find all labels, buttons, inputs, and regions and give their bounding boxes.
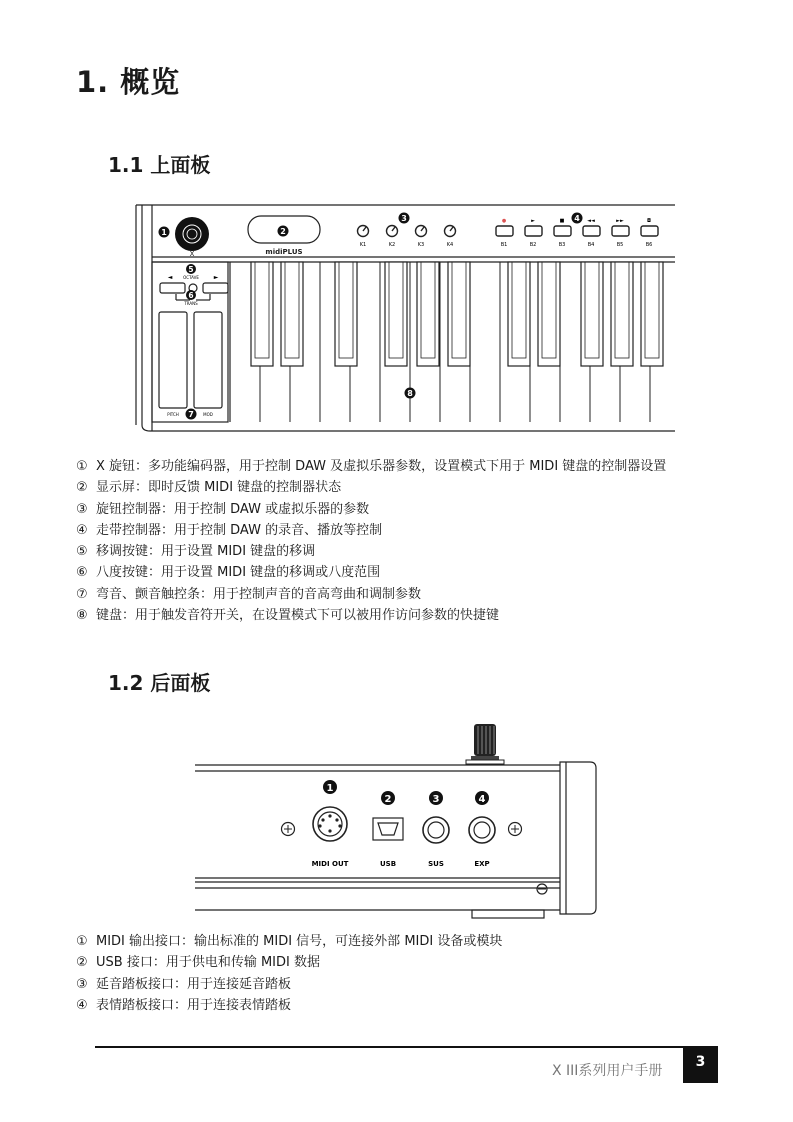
list-item: ⑥ 八度按键：用于设置 MIDI 键盘的移调或八度范围	[76, 565, 381, 581]
button-label-b4: B4	[587, 242, 595, 248]
knob-label-k2: K2	[388, 242, 396, 248]
octave-left-arrow: ◄	[167, 274, 173, 281]
top-callout-4: 4	[574, 214, 580, 223]
rear-callout-2: 2	[384, 794, 392, 805]
list-item: ④ 表情踏板接口：用于连接表情踏板	[76, 997, 292, 1013]
top-panel-descriptions	[76, 456, 666, 626]
list-item: ② USB 接口：用于供电和传输 MIDI 数据	[76, 955, 320, 971]
button-label-b6: B6	[645, 242, 653, 248]
transport-symbol-forward: ►►	[616, 218, 624, 224]
button-label-b2: B2	[529, 242, 537, 248]
page-heading: 1. 概览	[76, 65, 181, 99]
knob-x-label: X	[189, 250, 195, 258]
list-item: ④ 走带控制器：用于控制 DAW 的录音、播放等控制	[76, 522, 383, 538]
list-item: ⑧ 键盘：用于触发音符开关，在设置模式下可以被用作访问参数的快捷键	[76, 608, 500, 624]
button-label-b3: B3	[558, 242, 566, 248]
transport-symbol-play: ►	[531, 218, 535, 224]
top-callout-6: 6	[188, 291, 194, 300]
knob-label-k4: K4	[446, 242, 454, 248]
port-label-sus: SUS	[428, 860, 444, 868]
top-callout-8: 8	[407, 389, 413, 398]
port-label-midi-out: MIDI OUT	[311, 860, 349, 868]
top-callout-1: 1	[161, 228, 167, 237]
top-callout-5: 5	[188, 265, 194, 274]
footer-divider	[95, 1046, 718, 1048]
octave-label: OCTAVE	[183, 275, 199, 280]
port-label-exp: EXP	[474, 860, 490, 868]
list-item: ① X 旋钮：多功能编码器，用于控制 DAW 及虚拟乐器参数，设置模式下用于 MIDI 键盘的控制器设置	[76, 459, 667, 474]
section-rear-panel-title: 1.2 后面板	[108, 671, 211, 695]
octave-right-arrow: ►	[213, 274, 219, 281]
rear-panel-descriptions	[76, 931, 502, 1016]
port-label-usb: USB	[379, 860, 397, 868]
list-item: ② 显示屏：即时反馈 MIDI 键盘的控制器状态	[76, 480, 342, 496]
brand-logo: midiPLUS	[265, 248, 303, 256]
section-top-panel-title: 1.1 上面板	[108, 153, 211, 177]
top-callout-2: 2	[280, 227, 286, 236]
button-label-b1: B1	[500, 242, 508, 248]
rear-callout-4: 4	[478, 794, 486, 805]
pitch-label: PITCH	[167, 412, 179, 417]
button-label-b5: B5	[616, 242, 624, 248]
transport-symbol-record: ●	[501, 218, 507, 224]
rear-panel-illustration	[190, 720, 600, 920]
rear-callout-1: 1	[326, 783, 334, 794]
mod-label: MOD	[203, 412, 213, 417]
trans-label: TRANS	[184, 301, 198, 306]
list-item: ⑦ 弯音、颤音触控条：用于控制声音的音高弯曲和调制参数	[76, 586, 422, 602]
knob-label-k3: K3	[417, 242, 425, 248]
list-item: ③ 延音踏板接口：用于连接延音踏板	[76, 976, 292, 992]
transport-symbol-loop: ◘	[647, 218, 651, 224]
transport-symbol-stop: ■	[559, 218, 565, 224]
footer-manual-title: X III系列用户手册	[552, 1063, 663, 1079]
transport-symbol-rewind: ◄◄	[587, 218, 595, 224]
top-callout-3: 3	[401, 214, 407, 223]
list-item: ③ 旋钮控制器：用于控制 DAW 或虚拟乐器的参数	[76, 501, 370, 517]
list-item: ⑤ 移调按键：用于设置 MIDI 键盘的移调	[76, 544, 316, 560]
page-number: 3	[683, 1046, 718, 1083]
knob-label-k1: K1	[359, 242, 367, 248]
top-callout-7: 7	[188, 410, 194, 419]
top-panel-illustration	[130, 200, 675, 436]
rear-callout-3: 3	[432, 794, 440, 805]
list-item: ① MIDI 输出接口：输出标准的 MIDI 信号，可连接外部 MIDI 设备或模块	[76, 934, 503, 949]
